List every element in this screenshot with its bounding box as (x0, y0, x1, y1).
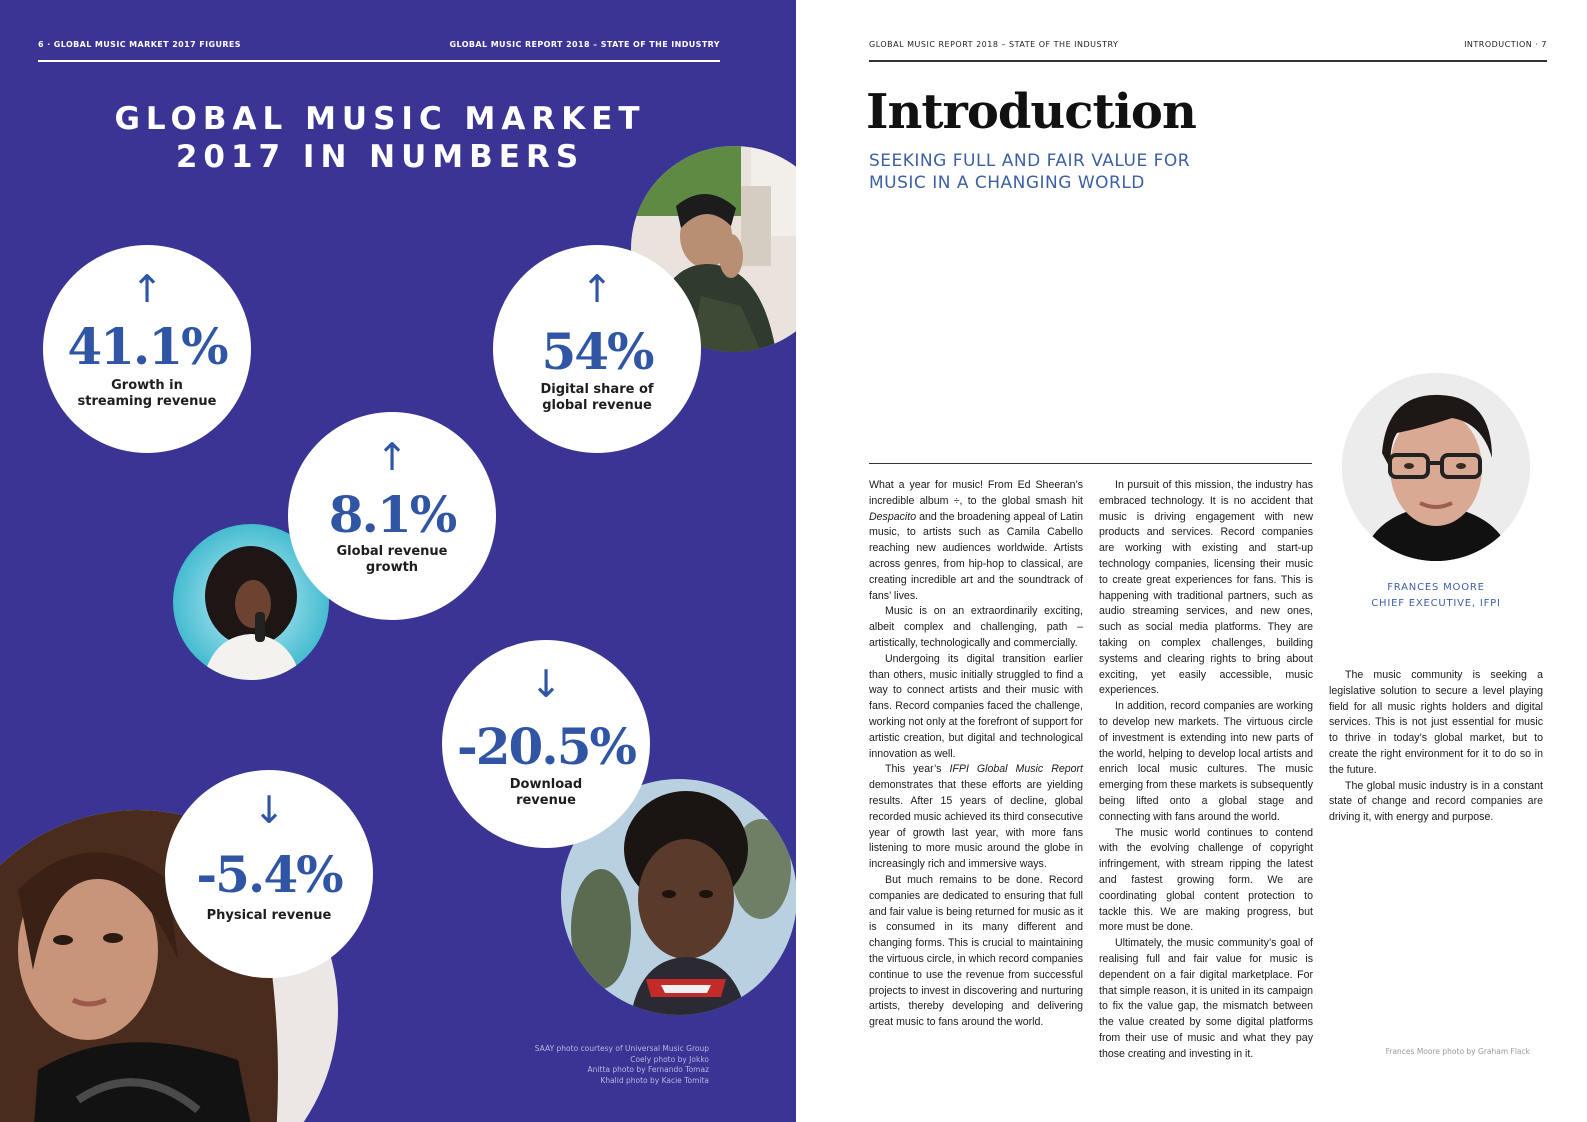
left-header-section: 6 · GLOBAL MUSIC MARKET 2017 FIGURES (38, 40, 241, 49)
text-run: What a year for music! From Ed Sheeran’s incredible album ÷, to the global smash hit (869, 479, 1083, 507)
text-run: and the broadening appeal of Latin music, to artists such as Camila Cabello reaching new audiences worldwide. Artists across genres, from hip-hop to classical, are creating incredible art and the soundtrack of fans’ lives. (869, 510, 1083, 602)
portrait-photo-credit: Frances Moore photo by Graham Flack (1385, 1047, 1530, 1056)
credit-line: SAAY photo courtesy of Universal Music Group (534, 1044, 709, 1053)
stat-label (442, 777, 650, 809)
stat-label-line-1: Download (509, 777, 583, 792)
stat-physical-revenue (165, 770, 373, 978)
paragraph: But much remains to be done. Record companies are dedicated to ensuring that full and fair value is being returned for music as it is consumed in its many different and changing forms. This is crucial to maintaining the virtuous circle, in which record companies continue to use the revenue from successful projects to invest in discovering and nurturing artists, thereby developing and delivering great music to fans around the world. (869, 873, 1083, 1029)
down-arrow-icon: ↓ (530, 662, 562, 706)
right-header-section: INTRODUCTION · 7 (1464, 40, 1547, 49)
stat-value: 54% (541, 322, 653, 381)
body-column-1 (869, 478, 1083, 1031)
stat-label (165, 908, 373, 924)
paragraph: In pursuit of this mission, the industry has embraced technology. It is no accident that music is driving engagement with new products and services. Record companies are working with existing and start-up technology companies, licensing their music to create great experiences for fans. This is happening with traditional partners, such as audio streaming services, and new ones, such as social media platforms. They are taking on complex challenges, building systems and clearing rights to bring about exciting, yet easily accessible, music experiences. (1099, 479, 1313, 697)
report-title: IFPI Global Music Report (949, 763, 1083, 776)
stat-revenue-growth (288, 412, 496, 620)
left-page-title (0, 100, 760, 176)
stat-label-line-2: revenue (516, 793, 576, 808)
body-column-2 (1099, 478, 1313, 1062)
up-arrow-icon: ↑ (131, 267, 163, 311)
subtitle-line-1: SEEKING FULL AND FAIR VALUE FOR (869, 151, 1191, 171)
paragraph: Undergoing its digital transition earlier than others, music initially struggled to find a way to connect artists and their music with fans. Record companies faced the challenge, working not only at the forefront of support for artistic creation, but digital and technological innovation as well. (869, 652, 1083, 760)
paragraph: Music is on an extraordinarily exciting, albeit complex and challenging, path – artistically, technologically and commercially. (869, 605, 1083, 649)
title-line-1: GLOBAL MUSIC MARKET (114, 101, 646, 137)
stat-label-line-2: global revenue (542, 398, 652, 413)
stat-label-line-2: growth (365, 560, 419, 575)
paragraph: In addition, record companies are working to develop new markets. The virtuous circle of investment is extending into new parts of the world, helping to develop local artists and enrich local music cultures. The music emerging from these markets is subsequently being lifted onto a global stage and connecting with fans around the world. (1099, 700, 1313, 823)
credit-line: Coely photo by Jokko (630, 1054, 709, 1064)
frances-moore-portrait (1342, 373, 1530, 561)
stat-label-line-1: Global revenue (336, 544, 448, 559)
portrait-caption (1316, 580, 1556, 612)
right-page (796, 0, 1587, 1122)
page-title: Introduction (866, 84, 1196, 140)
body-rule (869, 463, 1312, 464)
stat-label-line-2: streaming revenue (77, 394, 217, 409)
right-header-report: GLOBAL MUSIC REPORT 2018 – STATE OF THE INDUSTRY (869, 40, 1119, 49)
credit-line: Khalid photo by Kacie Tomita (600, 1075, 709, 1085)
stat-digital-share (493, 245, 701, 453)
stat-value: -5.4% (196, 845, 342, 904)
caption-role: CHIEF EXECUTIVE, IFPI (1371, 598, 1501, 609)
right-header-rule (869, 60, 1547, 62)
up-arrow-icon: ↑ (581, 267, 613, 311)
stat-label (493, 382, 701, 414)
paragraph: Ultimately, the music community’s goal of realising full and fair value for music is dependent on a fair digital marketplace. For that simple reason, it is united in its campaign to fix the value gap, the mismatch between the value created by some digital platforms from their use of music and what they pay those creating and investing in it. (1099, 937, 1313, 1060)
text-run: demonstrates that these efforts are yielding results. After 15 years of decline, global recorded music achieved its third consecutive year of growth last year, with more fans listening to more music around the globe in increasingly rich and immersive ways. (869, 779, 1083, 871)
down-arrow-icon: ↓ (253, 788, 285, 832)
stat-label-line-1: Digital share of (540, 382, 654, 397)
stat-label-line-1: Physical revenue (206, 908, 332, 923)
credit-line: Anitta photo by Fernando Tomaz (587, 1065, 709, 1074)
left-header-rule (38, 60, 720, 62)
paragraph: The global music industry is in a constant state of change and record companies are driving it, with energy and purpose. (1329, 779, 1543, 824)
photo-credits (480, 1044, 709, 1086)
stat-label (43, 378, 251, 410)
text-run: This year’s (885, 763, 950, 776)
stat-label-line-1: Growth in (111, 378, 183, 393)
caption-name: FRANCES MOORE (1387, 582, 1485, 593)
stat-label (288, 544, 496, 576)
title-line-2: 2017 IN NUMBERS (175, 139, 585, 175)
left-header-report: GLOBAL MUSIC REPORT 2018 – STATE OF THE INDUSTRY (449, 40, 720, 49)
stat-value: 8.1% (328, 485, 456, 544)
paragraph (869, 478, 1083, 604)
body-column-3 (1329, 668, 1543, 826)
stat-streaming-growth (43, 245, 251, 453)
paragraph (869, 762, 1083, 873)
album-title: Despacito (869, 510, 917, 523)
stat-download-revenue (442, 640, 650, 848)
paragraph: The music community is seeking a legislative solution to secure a level playing field for all music rights holders and digital services. This is not just essential for music to thrive in today’s global market, but to create the right environment for it to do so in the future. (1329, 669, 1543, 776)
stat-value: 41.1% (67, 317, 227, 376)
page-subtitle (869, 150, 1269, 194)
paragraph: The music world continues to contend with the evolving challenge of copyright infringement, with stream ripping the latest and fastest growing form. We are coordinating global content protection to tackle this. We are making progress, but more must be done. (1099, 826, 1313, 934)
up-arrow-icon: ↑ (376, 435, 408, 479)
subtitle-line-2: MUSIC IN A CHANGING WORLD (869, 173, 1145, 193)
stat-value: -20.5% (456, 717, 636, 776)
